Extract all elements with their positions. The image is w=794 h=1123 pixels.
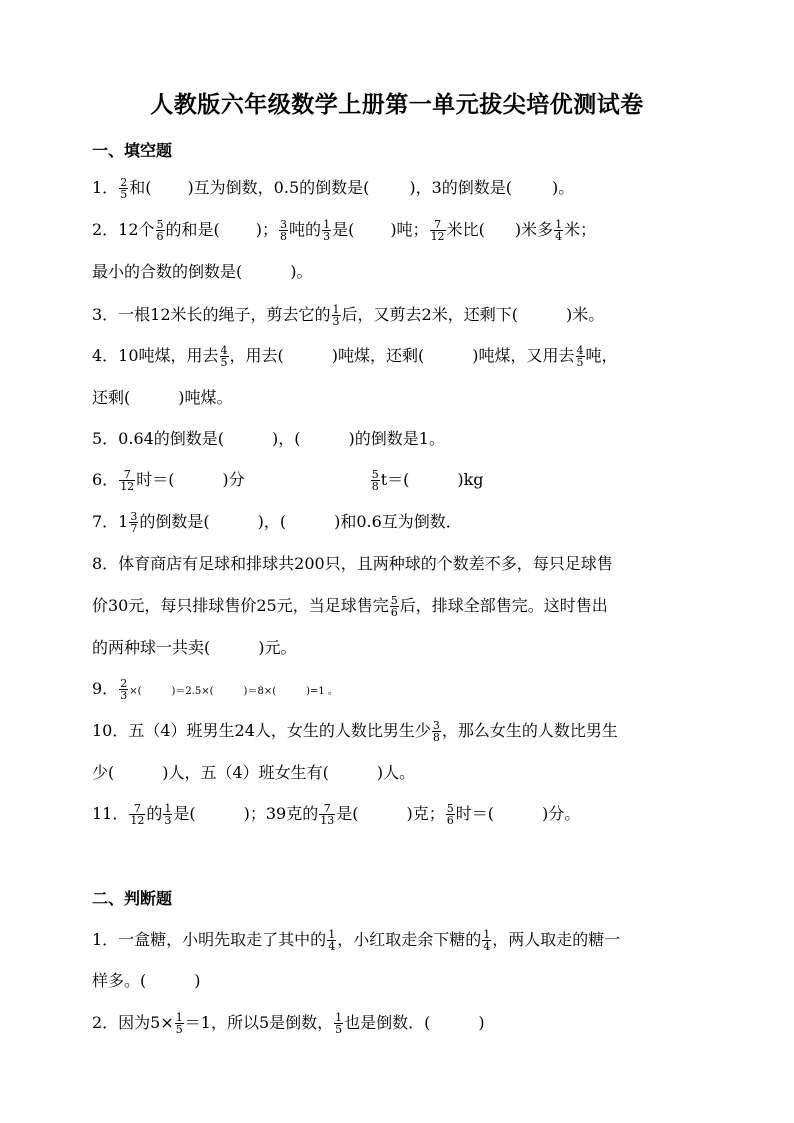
fraction: $\frac{1}{4}$ <box>555 218 563 243</box>
fraction: $\frac{1}{5}$ <box>175 1011 183 1036</box>
section-heading-fill-in: 一、填空题 <box>92 141 173 160</box>
fraction: $\frac{5}{6}$ <box>156 218 164 243</box>
fraction: $\frac{5}{8}$ <box>371 468 379 493</box>
judge-question-2: 2．因为5× $\frac{1}{5}$ ＝1，所以5是倒数， $\frac{1}{5}$ 也是倒数．( ) <box>92 1011 485 1036</box>
judge-question-1-line-2: 样多。( ) <box>92 971 201 990</box>
fraction: $\frac{1}{3}$ <box>323 218 331 243</box>
question-4: 4．10吨煤，用去 $\frac{4}{5}$ ，用去( )吨煤，还剩( )吨煤，又用去 $\frac{4}{5}$ 吨， <box>92 344 618 369</box>
fraction: $\frac{5}{6}$ <box>390 594 398 619</box>
fraction: $\frac{2}{3}$ <box>120 677 128 702</box>
fraction: $\frac{7}{12}$ <box>130 802 145 827</box>
fraction: $\frac{1}{4}$ <box>483 928 491 953</box>
question-10: 10．五（4）班男生24人，女生的人数比男生少 $\frac{3}{8}$ ，那么女生的人数比男生 <box>92 719 618 744</box>
fraction: $\frac{3}{8}$ <box>432 719 440 744</box>
question-2: 2．12个 $\frac{5}{6}$ 的和是( )； $\frac{3}{8}$ 吨的 $\frac{1}{3}$ 是( )吨； $\frac{7}{12}$ 米比( )米多 $\frac{1}{4}$ 米； <box>92 218 597 243</box>
fraction: $\frac{3}{8}$ <box>280 218 288 243</box>
fraction: $\frac{5}{6}$ <box>446 802 454 827</box>
fraction: $\frac{4}{5}$ <box>576 344 584 369</box>
fraction: $\frac{7}{12}$ <box>120 468 135 493</box>
fraction: $\frac{1}{4}$ <box>328 928 336 953</box>
question-2-line-2: 最小的合数的倒数是( )。 <box>92 262 313 281</box>
page-title: 人教版六年级数学上册第一单元拔尖培优测试卷 <box>150 92 644 118</box>
fraction: $\frac{1}{3}$ <box>164 802 172 827</box>
section-heading-true-false: 二、判断题 <box>92 889 173 908</box>
question-8-line-3: 的两种球一共卖( )元。 <box>92 638 297 657</box>
question-11: 11． $\frac{7}{12}$ 的 $\frac{1}{3}$ 是( )；39克的 $\frac{7}{13}$ 是( )克； $\frac{5}{6}$ 时＝( )分。 <box>92 802 581 827</box>
fraction: $\frac{1}{5}$ <box>335 1011 343 1036</box>
question-10-line-2: 少( )人，五（4）班女生有( )人。 <box>92 763 416 782</box>
question-6: 6． $\frac{7}{12}$ 时＝( )分 $\frac{5}{8}$ t＝( )kg <box>92 468 484 493</box>
question-8-line-2: 价30元，每只排球售价25元，当足球售完 $\frac{5}{6}$ 后，排球全部售完。这时售出 <box>92 594 608 619</box>
question-9: 9． $\frac{2}{3}$ ×( )＝2.5×( )＝8×( )=1 。 <box>92 677 338 702</box>
fraction: $\frac{3}{7}$ <box>130 510 138 535</box>
question-5: 5．0.64的倒数是( )，( )的倒数是1。 <box>92 429 445 448</box>
question-4-line-2: 还剩( )吨煤。 <box>92 388 233 407</box>
question-3: 3．一根12米长的绳子，剪去它的 $\frac{1}{3}$ 后，又剪去2米，还剩下( )米。 <box>92 303 605 328</box>
judge-question-1: 1．一盒糖，小明先取走了其中的 $\frac{1}{4}$ ，小红取走余下糖的 $\frac{1}{4}$ ，两人取走的糖一 <box>92 928 621 953</box>
fraction: $\frac{1}{3}$ <box>332 303 340 328</box>
fraction: $\frac{2}{5}$ <box>120 176 128 201</box>
fraction: $\frac{7}{12}$ <box>430 218 445 243</box>
question-7: 7．1 $\frac{3}{7}$ 的倒数是( )，( )和0.6互为倒数． <box>92 510 462 535</box>
question-8: 8．体育商店有足球和排球共200只，且两种球的个数差不多，每只足球售 <box>92 554 613 573</box>
fraction: $\frac{4}{5}$ <box>220 344 228 369</box>
question-1: 1． $\frac{2}{5}$ 和( )互为倒数，0.5的倒数是( )，3的倒数是( )。 <box>92 176 575 201</box>
fraction: $\frac{7}{13}$ <box>320 802 335 827</box>
